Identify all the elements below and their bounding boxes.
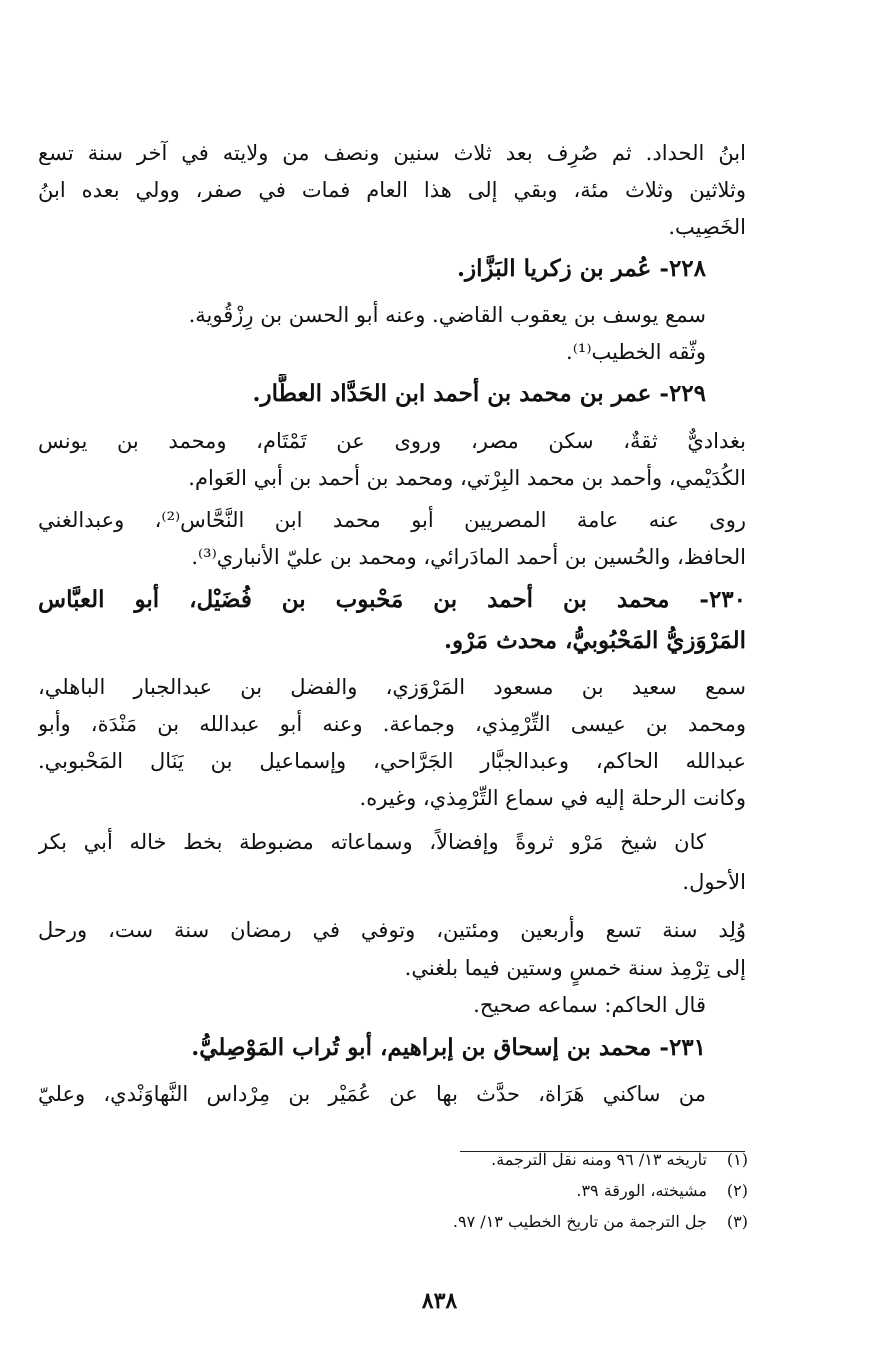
footnote-text: مشيخته، الورقة ٣٩. <box>576 1181 707 1200</box>
text-line: وثّقه الخطيب⁽¹⁾. <box>566 340 706 364</box>
entry-heading-230: ٢٣٠- محمد بن أحمد بن مَحْبوب بن فُضَيْل، أبو العبَّاس <box>38 586 746 613</box>
text-line: إلى تِرْمِذ سنة خمسٍ وستين فيما بلغني. <box>404 956 746 980</box>
text-line: سمع سعيد بن مسعود المَرْوَزي، والفضل بن عبدالجبار الباهلي، <box>38 675 746 699</box>
text-line: الخَصِيب. <box>668 215 746 239</box>
text-line: ابنُ الحداد. ثم صُرِف بعد ثلاث سنين ونصف من ولايته في آخر سنة تسع <box>38 141 746 165</box>
text-line: وُلِد سنة تسع وأربعين ومئتين، وتوفي في رمضان سنة ست، ورحل <box>38 918 746 942</box>
footnote-number: (٣) <box>726 1212 748 1231</box>
footnote-3 <box>200 1207 748 1237</box>
footnote-text: تاريخه ١٣/ ٩٦ ومنه نقل الترجمة. <box>491 1150 707 1169</box>
text-line: روى عنه عامة المصريين أبو محمد ابن النَّحَّاس⁽²⁾، وعبدالغني <box>38 508 746 532</box>
entry-heading-229: ٢٢٩- عمر بن محمد بن أحمد ابن الحَدَّاد العطَّار. <box>252 380 706 407</box>
text-line: قال الحاكم: سماعه صحيح. <box>473 993 706 1017</box>
text-line: كان شيخ مَرْو ثروةً وإفضالاً، وسماعاته مضبوطة بخط خاله أبي بكر <box>38 830 706 854</box>
footnote-2 <box>200 1176 748 1206</box>
footnote-number: (١) <box>726 1150 748 1169</box>
text-line: الحافظ، والحُسين بن أحمد المادَرائي، ومحمد بن عليّ الأنباري⁽³⁾. <box>191 545 746 569</box>
text-line: الكُدَيْمي، وأحمد بن محمد البِرْتي، ومحمد بن أحمد بن أبي العَوام. <box>188 466 746 490</box>
text-line: وكانت الرحلة إليه في سماع التِّرْمِذي، وغيره. <box>359 786 746 810</box>
entry-heading-228: ٢٢٨- عُمر بن زكريا البَزَّاز. <box>457 255 706 282</box>
text-line: من ساكني هَرَاة، حدَّث بها عن عُمَيْر بن مِرْداس النَّهاوَنْدي، وعليّ <box>38 1082 706 1106</box>
text-line: وثلاثين وثلاث مئة، وبقي إلى هذا العام فمات في صفر، وولي بعده ابنُ <box>38 178 746 202</box>
page-number: ٨٣٨ <box>421 1288 458 1314</box>
footnote-1 <box>200 1145 748 1175</box>
footnote-text: جل الترجمة من تاريخ الخطيب ١٣/ ٩٧. <box>452 1212 707 1231</box>
text-line: بغداديٌّ ثقةٌ، سكن مصر، وروى عن تَمْتَام، ومحمد بن يونس <box>38 429 746 453</box>
entry-heading-231: ٢٣١- محمد بن إسحاق بن إبراهيم، أبو تُراب المَوْصِليُّ. <box>191 1034 706 1061</box>
text-line: سمع يوسف بن يعقوب القاضي. وعنه أبو الحسن بن رِزْقُوية. <box>188 303 706 327</box>
entry-heading-230-cont: المَرْوَزيُّ المَحْبُوبيُّ، محدث مَرْو. <box>444 627 746 654</box>
text-line: عبدالله الحاكم، وعبدالجبَّار الجَرَّاحي، وإسماعيل بن يَنَال المَحْبوبي. <box>38 749 746 773</box>
text-line: الأحول. <box>682 870 746 894</box>
text-line: ومحمد بن عيسى التِّرْمِذي، وجماعة. وعنه أبو عبدالله بن مَنْدَة، وأبو <box>38 712 746 736</box>
footnote-number: (٢) <box>726 1181 748 1200</box>
